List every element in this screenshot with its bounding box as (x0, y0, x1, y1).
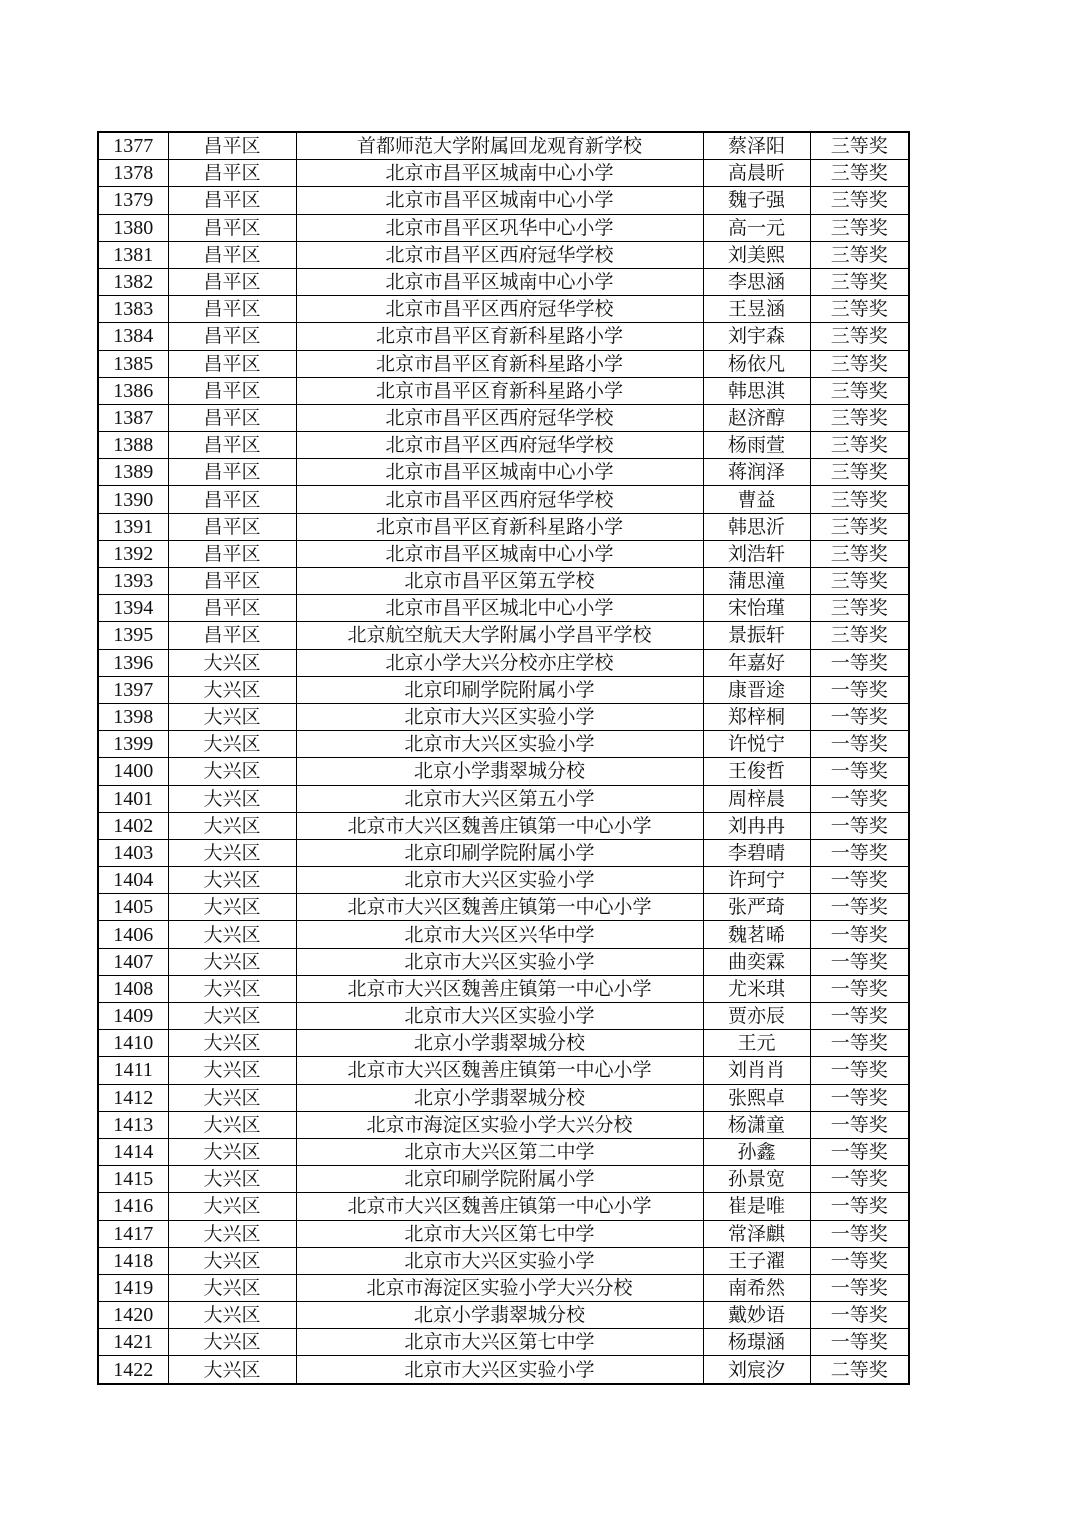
student-name-cell: 贾亦辰 (703, 1003, 810, 1030)
table-row (98, 1057, 909, 1084)
table-row (98, 350, 909, 377)
award-level-cell: 三等奖 (810, 622, 909, 649)
table-row (98, 649, 909, 676)
student-name-cell: 刘冉冉 (703, 812, 810, 839)
district-cell: 大兴区 (168, 1302, 296, 1329)
entry-number-cell: 1381 (98, 241, 168, 268)
entry-number-cell: 1415 (98, 1166, 168, 1193)
award-level-cell: 一等奖 (810, 758, 909, 785)
school-cell: 北京市大兴区实验小学 (296, 1247, 703, 1274)
entry-number-cell: 1377 (98, 132, 168, 160)
district-cell: 大兴区 (168, 975, 296, 1002)
award-level-cell: 一等奖 (810, 1274, 909, 1301)
student-name-cell: 戴妙语 (703, 1302, 810, 1329)
entry-number-cell: 1391 (98, 513, 168, 540)
table-row (98, 1356, 909, 1384)
entry-number-cell: 1411 (98, 1057, 168, 1084)
entry-number-cell: 1380 (98, 214, 168, 241)
student-name-cell: 郑梓桐 (703, 703, 810, 730)
student-name-cell: 蔡泽阳 (703, 132, 810, 160)
school-cell: 北京印刷学院附属小学 (296, 676, 703, 703)
table-row (98, 948, 909, 975)
table-row (98, 404, 909, 431)
award-level-cell: 一等奖 (810, 1193, 909, 1220)
district-cell: 昌平区 (168, 568, 296, 595)
award-level-cell: 一等奖 (810, 839, 909, 866)
award-level-cell: 三等奖 (810, 268, 909, 295)
school-cell: 北京市昌平区城北中心小学 (296, 595, 703, 622)
award-level-cell: 三等奖 (810, 513, 909, 540)
award-level-cell: 一等奖 (810, 1138, 909, 1165)
table-row (98, 1003, 909, 1030)
table-row (98, 1247, 909, 1274)
student-name-cell: 刘浩轩 (703, 540, 810, 567)
entry-number-cell: 1402 (98, 812, 168, 839)
table-row (98, 1084, 909, 1111)
school-cell: 首都师范大学附属回龙观育新学校 (296, 132, 703, 160)
school-cell: 北京市昌平区育新科星路小学 (296, 377, 703, 404)
table-row (98, 622, 909, 649)
table-row (98, 132, 909, 160)
entry-number-cell: 1400 (98, 758, 168, 785)
district-cell: 昌平区 (168, 296, 296, 323)
table-row (98, 894, 909, 921)
student-name-cell: 曲奕霖 (703, 948, 810, 975)
award-level-cell: 三等奖 (810, 377, 909, 404)
table-row (98, 975, 909, 1002)
student-name-cell: 常泽麒 (703, 1220, 810, 1247)
entry-number-cell: 1419 (98, 1274, 168, 1301)
student-name-cell: 杨雨萱 (703, 432, 810, 459)
student-name-cell: 孙鑫 (703, 1138, 810, 1165)
award-level-cell: 一等奖 (810, 785, 909, 812)
school-cell: 北京市昌平区西府冠华学校 (296, 404, 703, 431)
school-cell: 北京市大兴区魏善庄镇第一中心小学 (296, 975, 703, 1002)
district-cell: 大兴区 (168, 1220, 296, 1247)
table-row (98, 296, 909, 323)
table-row (98, 1030, 909, 1057)
award-level-cell: 一等奖 (810, 703, 909, 730)
award-level-cell: 一等奖 (810, 1111, 909, 1138)
school-cell: 北京市昌平区第五学校 (296, 568, 703, 595)
school-cell: 北京市昌平区育新科星路小学 (296, 513, 703, 540)
table-row (98, 1274, 909, 1301)
district-cell: 昌平区 (168, 187, 296, 214)
entry-number-cell: 1410 (98, 1030, 168, 1057)
entry-number-cell: 1393 (98, 568, 168, 595)
table-row (98, 731, 909, 758)
student-name-cell: 韩思沂 (703, 513, 810, 540)
district-cell: 大兴区 (168, 812, 296, 839)
school-cell: 北京航空航天大学附属小学昌平学校 (296, 622, 703, 649)
entry-number-cell: 1395 (98, 622, 168, 649)
table-row (98, 1138, 909, 1165)
entry-number-cell: 1384 (98, 323, 168, 350)
award-level-cell: 一等奖 (810, 894, 909, 921)
table-row (98, 432, 909, 459)
student-name-cell: 杨璟涵 (703, 1329, 810, 1356)
district-cell: 昌平区 (168, 595, 296, 622)
student-name-cell: 蒲思潼 (703, 568, 810, 595)
award-level-cell: 一等奖 (810, 649, 909, 676)
entry-number-cell: 1382 (98, 268, 168, 295)
district-cell: 大兴区 (168, 1166, 296, 1193)
entry-number-cell: 1405 (98, 894, 168, 921)
school-cell: 北京市大兴区第二中学 (296, 1138, 703, 1165)
student-name-cell: 高一元 (703, 214, 810, 241)
district-cell: 大兴区 (168, 948, 296, 975)
student-name-cell: 赵济醇 (703, 404, 810, 431)
district-cell: 大兴区 (168, 676, 296, 703)
district-cell: 大兴区 (168, 867, 296, 894)
award-level-cell: 一等奖 (810, 812, 909, 839)
award-level-cell: 一等奖 (810, 1166, 909, 1193)
district-cell: 大兴区 (168, 1057, 296, 1084)
school-cell: 北京市昌平区城南中心小学 (296, 268, 703, 295)
district-cell: 大兴区 (168, 731, 296, 758)
entry-number-cell: 1383 (98, 296, 168, 323)
award-level-cell: 三等奖 (810, 323, 909, 350)
entry-number-cell: 1386 (98, 377, 168, 404)
award-level-cell: 三等奖 (810, 540, 909, 567)
award-level-cell: 一等奖 (810, 1220, 909, 1247)
district-cell: 昌平区 (168, 432, 296, 459)
award-level-cell: 一等奖 (810, 1003, 909, 1030)
school-cell: 北京市大兴区实验小学 (296, 948, 703, 975)
district-cell: 大兴区 (168, 1193, 296, 1220)
award-level-cell: 三等奖 (810, 595, 909, 622)
award-level-cell: 一等奖 (810, 731, 909, 758)
district-cell: 昌平区 (168, 132, 296, 160)
table-row (98, 785, 909, 812)
award-level-cell: 二等奖 (810, 1356, 909, 1384)
district-cell: 昌平区 (168, 513, 296, 540)
student-name-cell: 蒋润泽 (703, 459, 810, 486)
award-level-cell: 三等奖 (810, 214, 909, 241)
student-name-cell: 韩思淇 (703, 377, 810, 404)
entry-number-cell: 1408 (98, 975, 168, 1002)
district-cell: 大兴区 (168, 1329, 296, 1356)
award-table-body (98, 132, 909, 1384)
entry-number-cell: 1414 (98, 1138, 168, 1165)
student-name-cell: 李思涵 (703, 268, 810, 295)
school-cell: 北京市海淀区实验小学大兴分校 (296, 1111, 703, 1138)
student-name-cell: 王子濯 (703, 1247, 810, 1274)
student-name-cell: 王昱涵 (703, 296, 810, 323)
school-cell: 北京市大兴区第七中学 (296, 1220, 703, 1247)
district-cell: 昌平区 (168, 214, 296, 241)
school-cell: 北京小学翡翠城分校 (296, 758, 703, 785)
district-cell: 昌平区 (168, 540, 296, 567)
district-cell: 昌平区 (168, 268, 296, 295)
entry-number-cell: 1379 (98, 187, 168, 214)
award-level-cell: 一等奖 (810, 1247, 909, 1274)
table-row (98, 459, 909, 486)
table-row (98, 214, 909, 241)
entry-number-cell: 1398 (98, 703, 168, 730)
award-level-cell: 一等奖 (810, 975, 909, 1002)
student-name-cell: 曹益 (703, 486, 810, 513)
school-cell: 北京市昌平区巩华中心小学 (296, 214, 703, 241)
table-row (98, 921, 909, 948)
entry-number-cell: 1404 (98, 867, 168, 894)
school-cell: 北京市大兴区实验小学 (296, 1356, 703, 1384)
entry-number-cell: 1401 (98, 785, 168, 812)
award-level-cell: 三等奖 (810, 350, 909, 377)
school-cell: 北京小学大兴分校亦庄学校 (296, 649, 703, 676)
award-level-cell: 一等奖 (810, 948, 909, 975)
table-row (98, 1220, 909, 1247)
student-name-cell: 康晋途 (703, 676, 810, 703)
student-name-cell: 尤米琪 (703, 975, 810, 1002)
district-cell: 大兴区 (168, 649, 296, 676)
table-row (98, 1193, 909, 1220)
entry-number-cell: 1422 (98, 1356, 168, 1384)
student-name-cell: 李碧晴 (703, 839, 810, 866)
entry-number-cell: 1378 (98, 160, 168, 187)
student-name-cell: 刘宸汐 (703, 1356, 810, 1384)
entry-number-cell: 1417 (98, 1220, 168, 1247)
award-level-cell: 三等奖 (810, 296, 909, 323)
entry-number-cell: 1421 (98, 1329, 168, 1356)
entry-number-cell: 1390 (98, 486, 168, 513)
student-name-cell: 年嘉好 (703, 649, 810, 676)
student-name-cell: 高晨昕 (703, 160, 810, 187)
district-cell: 昌平区 (168, 486, 296, 513)
student-name-cell: 许珂宁 (703, 867, 810, 894)
school-cell: 北京市昌平区城南中心小学 (296, 187, 703, 214)
school-cell: 北京市大兴区魏善庄镇第一中心小学 (296, 1057, 703, 1084)
student-name-cell: 崔是唯 (703, 1193, 810, 1220)
district-cell: 大兴区 (168, 1274, 296, 1301)
award-level-cell: 一等奖 (810, 1084, 909, 1111)
school-cell: 北京市大兴区实验小学 (296, 867, 703, 894)
table-row (98, 241, 909, 268)
table-row (98, 758, 909, 785)
entry-number-cell: 1387 (98, 404, 168, 431)
table-row (98, 839, 909, 866)
school-cell: 北京市昌平区城南中心小学 (296, 160, 703, 187)
table-row (98, 486, 909, 513)
award-level-cell: 三等奖 (810, 160, 909, 187)
table-row (98, 1302, 909, 1329)
district-cell: 大兴区 (168, 1356, 296, 1384)
school-cell: 北京市昌平区西府冠华学校 (296, 241, 703, 268)
student-name-cell: 杨潇童 (703, 1111, 810, 1138)
student-name-cell: 景振轩 (703, 622, 810, 649)
entry-number-cell: 1420 (98, 1302, 168, 1329)
entry-number-cell: 1407 (98, 948, 168, 975)
district-cell: 昌平区 (168, 160, 296, 187)
school-cell: 北京市大兴区实验小学 (296, 731, 703, 758)
district-cell: 大兴区 (168, 1084, 296, 1111)
table-row (98, 160, 909, 187)
student-name-cell: 刘美熙 (703, 241, 810, 268)
table-row (98, 377, 909, 404)
student-name-cell: 刘肖肖 (703, 1057, 810, 1084)
entry-number-cell: 1399 (98, 731, 168, 758)
entry-number-cell: 1403 (98, 839, 168, 866)
table-row (98, 595, 909, 622)
student-name-cell: 魏茗晞 (703, 921, 810, 948)
district-cell: 大兴区 (168, 921, 296, 948)
award-level-cell: 一等奖 (810, 1030, 909, 1057)
student-name-cell: 王元 (703, 1030, 810, 1057)
award-level-cell: 一等奖 (810, 921, 909, 948)
school-cell: 北京市大兴区实验小学 (296, 703, 703, 730)
district-cell: 大兴区 (168, 703, 296, 730)
student-name-cell: 周梓晨 (703, 785, 810, 812)
entry-number-cell: 1409 (98, 1003, 168, 1030)
school-cell: 北京市大兴区第七中学 (296, 1329, 703, 1356)
district-cell: 昌平区 (168, 404, 296, 431)
table-row (98, 867, 909, 894)
entry-number-cell: 1392 (98, 540, 168, 567)
award-level-cell: 三等奖 (810, 459, 909, 486)
school-cell: 北京印刷学院附属小学 (296, 1166, 703, 1193)
school-cell: 北京印刷学院附属小学 (296, 839, 703, 866)
district-cell: 昌平区 (168, 350, 296, 377)
award-list-table (97, 131, 910, 1385)
award-level-cell: 三等奖 (810, 404, 909, 431)
entry-number-cell: 1413 (98, 1111, 168, 1138)
table-row (98, 540, 909, 567)
district-cell: 大兴区 (168, 785, 296, 812)
school-cell: 北京市大兴区魏善庄镇第一中心小学 (296, 1193, 703, 1220)
school-cell: 北京市昌平区西府冠华学校 (296, 296, 703, 323)
award-level-cell: 一等奖 (810, 1057, 909, 1084)
school-cell: 北京市大兴区第五小学 (296, 785, 703, 812)
district-cell: 大兴区 (168, 894, 296, 921)
table-row (98, 323, 909, 350)
entry-number-cell: 1388 (98, 432, 168, 459)
student-name-cell: 孙景宽 (703, 1166, 810, 1193)
table-row (98, 1329, 909, 1356)
entry-number-cell: 1396 (98, 649, 168, 676)
student-name-cell: 刘宇森 (703, 323, 810, 350)
school-cell: 北京市昌平区育新科星路小学 (296, 323, 703, 350)
school-cell: 北京市昌平区西府冠华学校 (296, 486, 703, 513)
district-cell: 昌平区 (168, 323, 296, 350)
table-row (98, 187, 909, 214)
table-row (98, 268, 909, 295)
district-cell: 大兴区 (168, 839, 296, 866)
entry-number-cell: 1418 (98, 1247, 168, 1274)
award-level-cell: 一等奖 (810, 1302, 909, 1329)
award-level-cell: 三等奖 (810, 241, 909, 268)
entry-number-cell: 1389 (98, 459, 168, 486)
award-level-cell: 三等奖 (810, 568, 909, 595)
district-cell: 昌平区 (168, 377, 296, 404)
school-cell: 北京市海淀区实验小学大兴分校 (296, 1274, 703, 1301)
entry-number-cell: 1385 (98, 350, 168, 377)
school-cell: 北京市昌平区城南中心小学 (296, 459, 703, 486)
entry-number-cell: 1416 (98, 1193, 168, 1220)
table-row (98, 812, 909, 839)
award-level-cell: 一等奖 (810, 867, 909, 894)
table-row (98, 676, 909, 703)
student-name-cell: 张严琦 (703, 894, 810, 921)
school-cell: 北京市昌平区育新科星路小学 (296, 350, 703, 377)
district-cell: 大兴区 (168, 1138, 296, 1165)
district-cell: 昌平区 (168, 241, 296, 268)
table-row (98, 703, 909, 730)
district-cell: 大兴区 (168, 1003, 296, 1030)
district-cell: 大兴区 (168, 1247, 296, 1274)
student-name-cell: 宋怡瑾 (703, 595, 810, 622)
award-level-cell: 三等奖 (810, 486, 909, 513)
school-cell: 北京市大兴区实验小学 (296, 1003, 703, 1030)
district-cell: 大兴区 (168, 1111, 296, 1138)
school-cell: 北京市大兴区兴华中学 (296, 921, 703, 948)
table-row (98, 1111, 909, 1138)
school-cell: 北京小学翡翠城分校 (296, 1084, 703, 1111)
school-cell: 北京市大兴区魏善庄镇第一中心小学 (296, 894, 703, 921)
entry-number-cell: 1394 (98, 595, 168, 622)
district-cell: 昌平区 (168, 622, 296, 649)
award-level-cell: 三等奖 (810, 187, 909, 214)
school-cell: 北京市大兴区魏善庄镇第一中心小学 (296, 812, 703, 839)
student-name-cell: 杨依凡 (703, 350, 810, 377)
award-level-cell: 三等奖 (810, 432, 909, 459)
award-level-cell: 三等奖 (810, 132, 909, 160)
award-level-cell: 一等奖 (810, 1329, 909, 1356)
student-name-cell: 许悦宁 (703, 731, 810, 758)
school-cell: 北京市昌平区西府冠华学校 (296, 432, 703, 459)
entry-number-cell: 1412 (98, 1084, 168, 1111)
district-cell: 大兴区 (168, 758, 296, 785)
table-row (98, 1166, 909, 1193)
table-row (98, 513, 909, 540)
entry-number-cell: 1406 (98, 921, 168, 948)
student-name-cell: 南希然 (703, 1274, 810, 1301)
award-level-cell: 一等奖 (810, 676, 909, 703)
school-cell: 北京市昌平区城南中心小学 (296, 540, 703, 567)
district-cell: 大兴区 (168, 1030, 296, 1057)
student-name-cell: 张熙卓 (703, 1084, 810, 1111)
school-cell: 北京小学翡翠城分校 (296, 1302, 703, 1329)
table-row (98, 568, 909, 595)
school-cell: 北京小学翡翠城分校 (296, 1030, 703, 1057)
student-name-cell: 王俊哲 (703, 758, 810, 785)
student-name-cell: 魏子强 (703, 187, 810, 214)
district-cell: 昌平区 (168, 459, 296, 486)
entry-number-cell: 1397 (98, 676, 168, 703)
